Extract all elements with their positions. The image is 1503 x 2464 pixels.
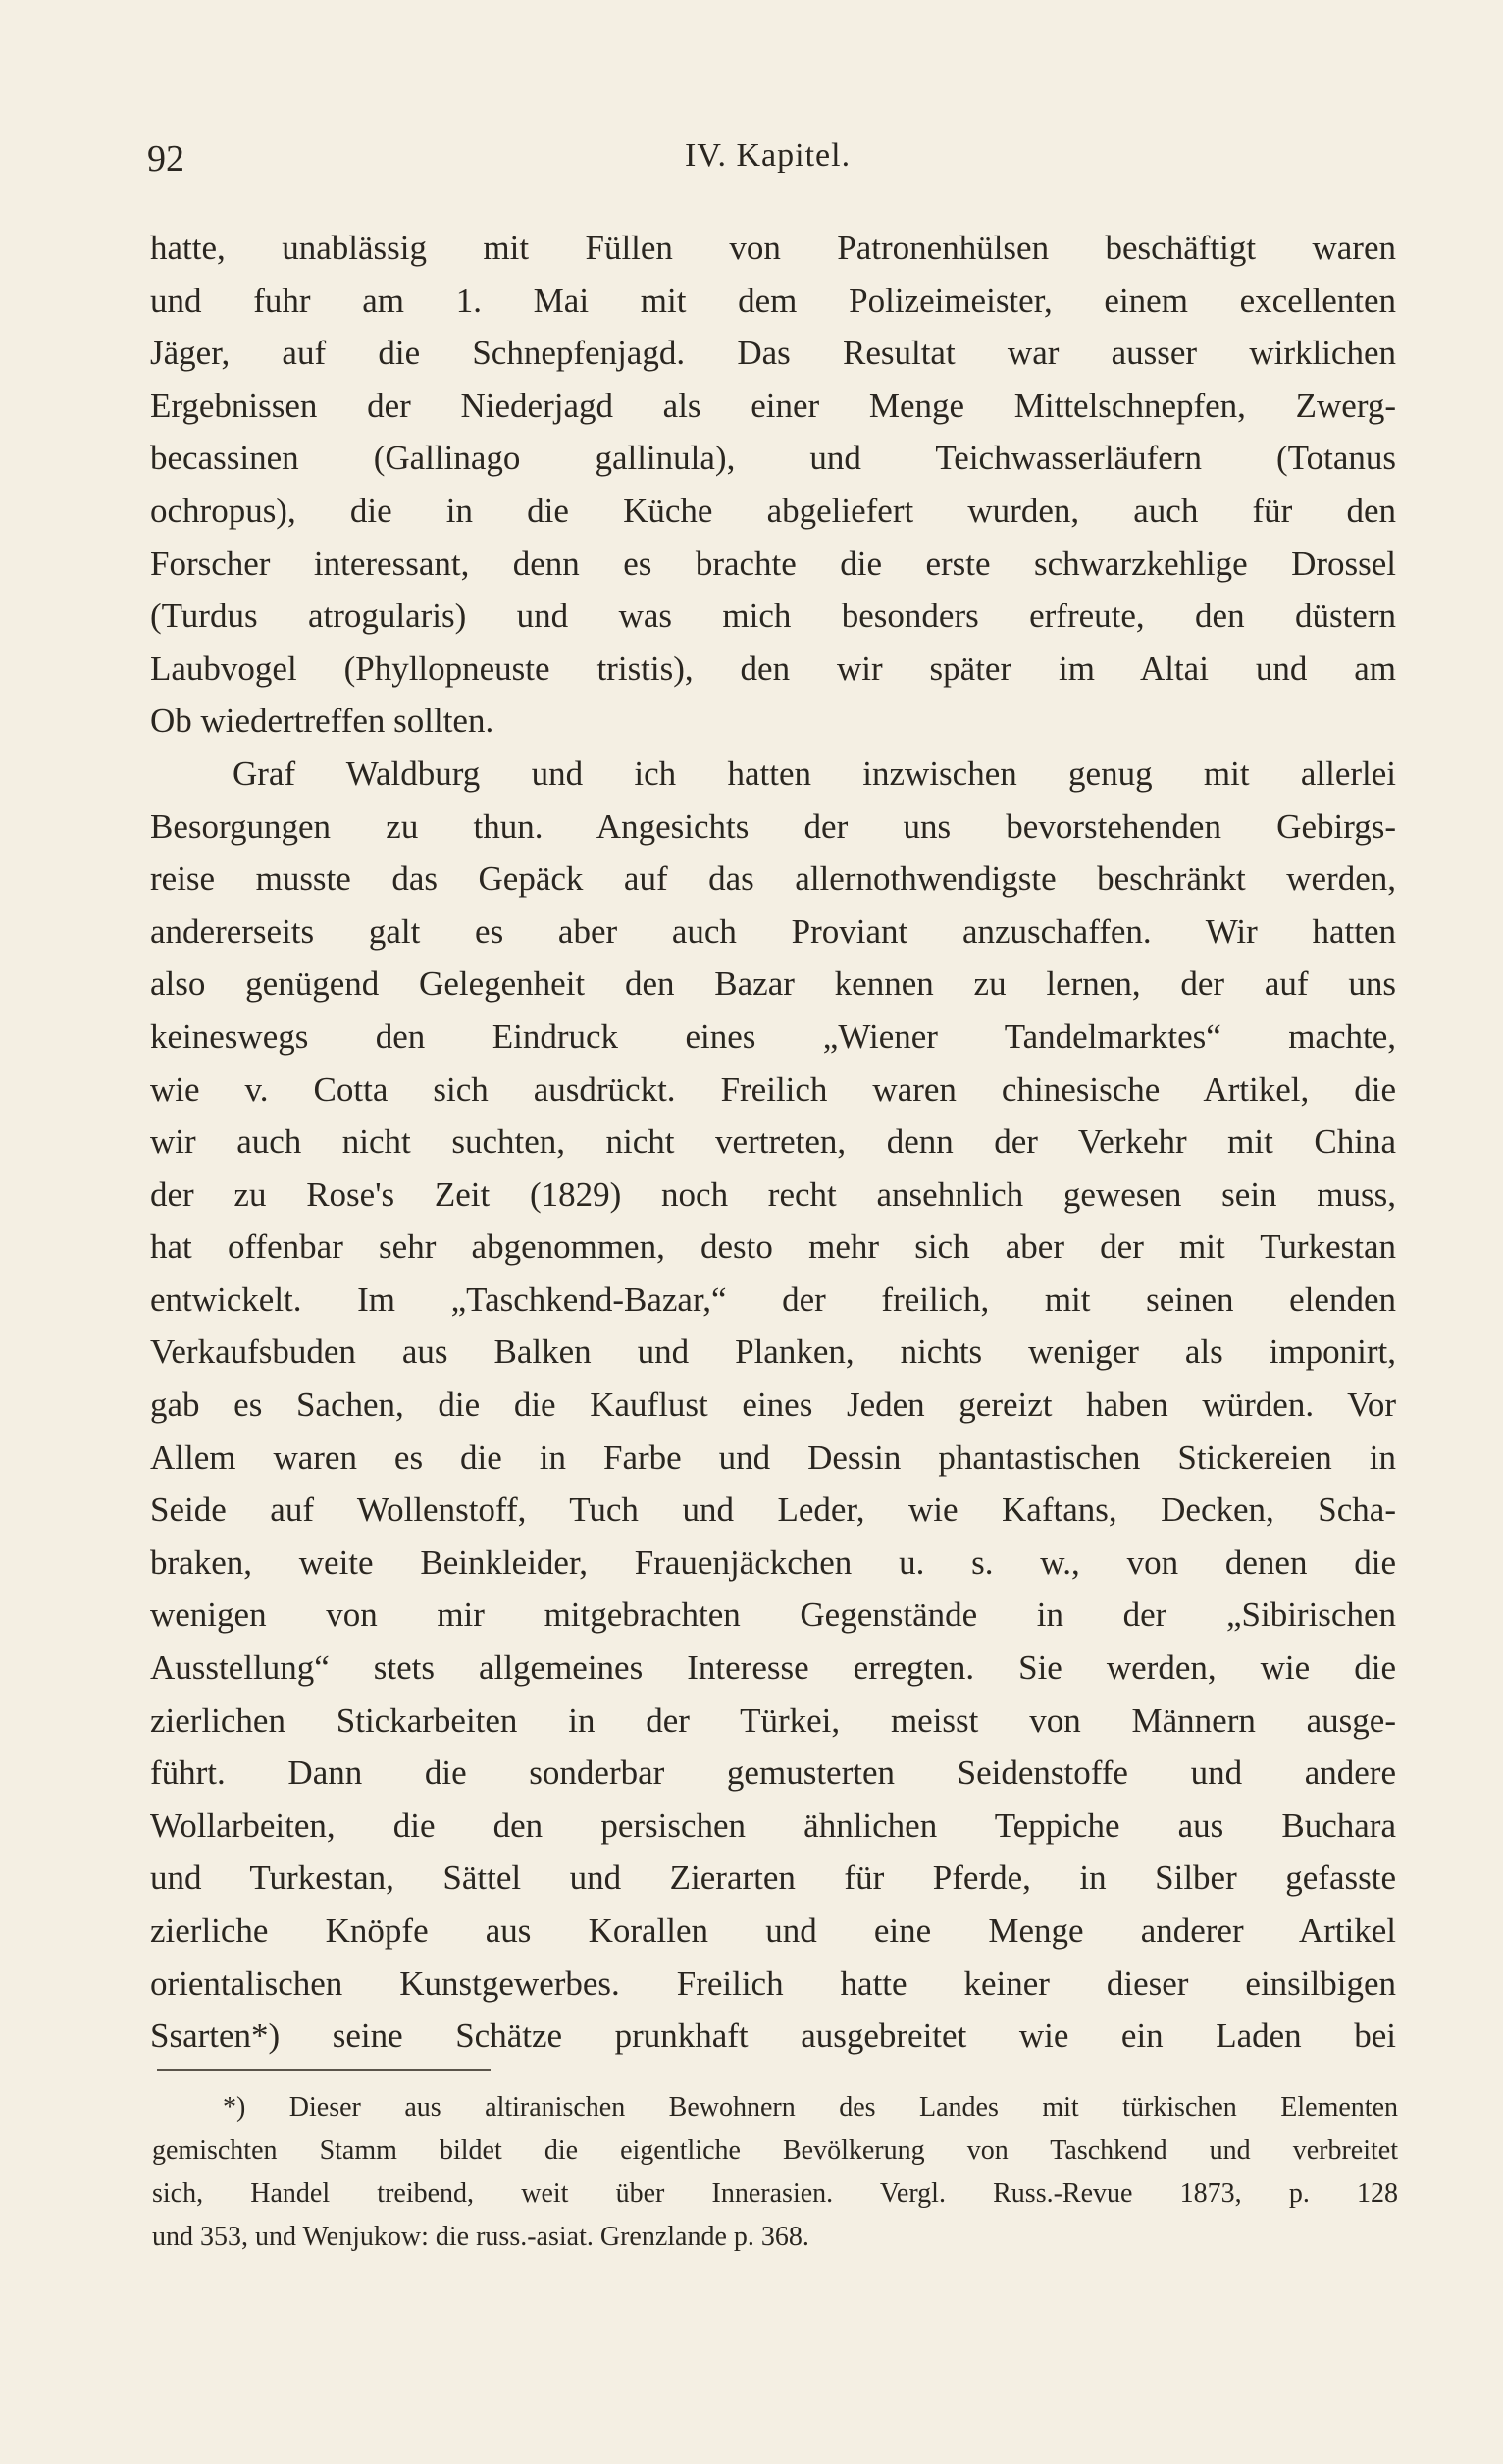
- text-line: wie v. Cotta sich ausdrückt. Freilich waren chinesische Artikel, die: [150, 1070, 1396, 1109]
- text-line: ochropus), die in die Küche abgeliefert wurden, auch für den: [150, 491, 1396, 530]
- text-line: Seide auf Wollenstoff, Tuch und Leder, wie Kaftans, Decken, Scha-: [150, 1491, 1396, 1530]
- text-line: hat offenbar sehr abgenommen, desto mehr sich aber der mit Turkestan: [150, 1228, 1396, 1267]
- text-line: Graf Waldburg und ich hatten inzwischen genug mit allerlei: [233, 754, 1396, 793]
- text-line: Ob wiedertreffen sollten.: [150, 702, 494, 741]
- footnote: [152, 2086, 1398, 2259]
- chapter-title: IV. Kapitel.: [685, 137, 852, 174]
- footnote-line: *) Dieser aus altiranischen Bewohnern des Landes mit türkischen Elementen: [223, 2092, 1398, 2123]
- text-line: und fuhr am 1. Mai mit dem Polizeimeister, einem excellenten: [150, 281, 1396, 320]
- text-line: becassinen (Gallinago gallinula), und Teichwasserläufern (Totanus: [150, 439, 1396, 478]
- text-line: reise musste das Gepäck auf das allernothwendigste beschränkt werden,: [150, 860, 1396, 899]
- text-line: Wollarbeiten, die den persischen ähnlichen Teppiche aus Buchara: [150, 1806, 1396, 1845]
- footnote-line: sich, Handel treibend, weit über Innerasien. Vergl. Russ.-Revue 1873, p. 128: [152, 2178, 1398, 2209]
- text-line: hatte, unablässig mit Füllen von Patronenhülsen beschäftigt waren: [150, 229, 1396, 267]
- text-line: braken, weite Beinkleider, Frauenjäckchen u. s. w., von denen die: [150, 1543, 1396, 1582]
- text-line: führt. Dann die sonderbar gemusterten Seidenstoffe und andere: [150, 1754, 1396, 1793]
- body-text: [150, 222, 1396, 2063]
- text-line: entwickelt. Im „Taschkend-Bazar,“ der freilich, mit seinen elenden: [150, 1280, 1396, 1319]
- footnote-line: gemischten Stamm bildet die eigentliche Bevölkerung von Taschkend und verbreitet: [152, 2135, 1398, 2166]
- text-line: Laubvogel (Phyllopneuste tristis), den wir später im Altai und am: [150, 649, 1396, 688]
- running-head: [147, 137, 1373, 186]
- text-line: gab es Sachen, die die Kauflust eines Jeden gereizt haben würden. Vor: [150, 1386, 1396, 1425]
- text-line: keineswegs den Eindruck eines „Wiener Tandelmarktes“ machte,: [150, 1017, 1396, 1056]
- text-line: wenigen von mir mitgebrachten Gegenstände in der „Sibirischen: [150, 1596, 1396, 1635]
- text-line: Verkaufsbuden aus Balken und Planken, nichts weniger als imponirt,: [150, 1333, 1396, 1372]
- footnote-line: und 353, und Wenjukow: die russ.-asiat. Grenzlande p. 368.: [152, 2222, 809, 2252]
- text-line: zierlichen Stickarbeiten in der Türkei, meisst von Männern ausge-: [150, 1701, 1396, 1740]
- text-line: Allem waren es die in Farbe und Dessin phantastischen Stickereien in: [150, 1438, 1396, 1477]
- text-line: der zu Rose's Zeit (1829) noch recht ansehnlich gewesen sein muss,: [150, 1175, 1396, 1214]
- text-line: Ssarten*) seine Schätze prunkhaft ausgebreitet wie ein Laden bei: [150, 2017, 1396, 2056]
- text-line: Ergebnissen der Niederjagd als einer Menge Mittelschnepfen, Zwerg-: [150, 386, 1396, 425]
- text-line: orientalischen Kunstgewerbes. Freilich hatte keiner dieser einsilbigen: [150, 1964, 1396, 2003]
- text-line: (Turdus atrogularis) und was mich besonders erfreute, den düstern: [150, 597, 1396, 636]
- text-line: zierliche Knöpfe aus Korallen und eine Menge anderer Artikel: [150, 1912, 1396, 1950]
- text-line: wir auch nicht suchten, nicht vertreten, denn der Verkehr mit China: [150, 1123, 1396, 1162]
- text-line: Forscher interessant, denn es brachte die erste schwarzkehlige Drossel: [150, 544, 1396, 583]
- text-line: also genügend Gelegenheit den Bazar kennen zu lernen, der auf uns: [150, 965, 1396, 1004]
- text-line: und Turkestan, Sättel und Zierarten für Pferde, in Silber gefasste: [150, 1859, 1396, 1898]
- text-line: andererseits galt es aber auch Proviant anzuschaffen. Wir hatten: [150, 912, 1396, 951]
- page-number: 92: [147, 138, 184, 180]
- text-line: Jäger, auf die Schnepfenjagd. Das Resultat war ausser wirklichen: [150, 334, 1396, 373]
- text-line: Besorgungen zu thun. Angesichts der uns bevorstehenden Gebirgs-: [150, 807, 1396, 846]
- footnote-divider: [157, 2069, 491, 2071]
- text-line: Ausstellung“ stets allgemeines Interesse erregten. Sie werden, wie die: [150, 1649, 1396, 1688]
